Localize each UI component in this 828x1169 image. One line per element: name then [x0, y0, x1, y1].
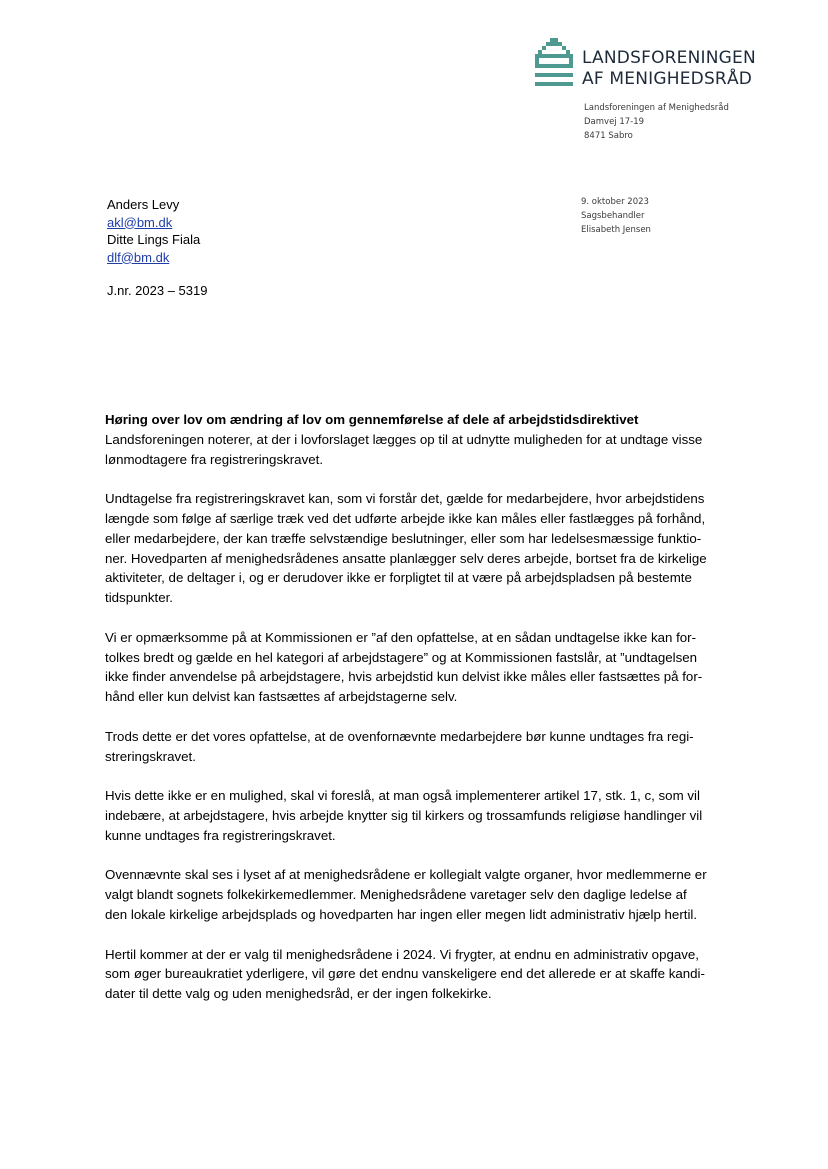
paragraph-line: kunne undtages fra registreringskravet. [105, 827, 336, 843]
paragraph-line: eller medarbejdere, der kan træffe selvstændige beslutninger, eller som har ledelsesmæssige funktio- [105, 530, 702, 546]
paragraph-line: streringskravet. [105, 748, 196, 764]
paragraph-line: ikke finder anvendelse på arbejdstagere, hvis arbejdstid kun delvist ikke måles eller fastsættes på for- [105, 669, 703, 685]
case-handler-label: Sagsbehandler [581, 211, 645, 221]
paragraph-line: som øger bureaukratiet yderligere, vil gøre det endnu vanskeligere end det allerede er at skaffe kandi- [105, 966, 705, 982]
paragraph-line: Vi er opmærksomme på at Kommissionen er ”af den opfattelse, at en sådan undtagelse ikke kan for- [105, 629, 697, 645]
paragraph-line: ner. Hovedparten af menighedsrådenes ansatte planlægger selv deres arbejde, bortset fra de kirkelige [105, 550, 707, 566]
church-stairs-logo-icon [535, 38, 573, 90]
paragraph-line: dater til dette valg og uden menighedsråd, er der ingen folkekirke. [105, 986, 492, 1002]
paragraph-line: længde som følge af særlige træk ved det udførte arbejde ikke kan måles eller fastlægges på forhånd, [105, 510, 706, 526]
paragraph-line: Trods dette er det vores opfattelse, at de ovenfornævnte medarbejdere bør kunne undtages fra regi- [105, 728, 694, 744]
recipient-name: Ditte Lings Fiala [107, 232, 201, 247]
letter-body [105, 410, 717, 1024]
recipient-email-link[interactable]: dlf@bm.dk [107, 249, 170, 265]
paragraph-line: lønmodtagere fra registreringskravet. [105, 451, 324, 467]
paragraph-line: Landsforeningen noterer, at der i lovforslaget lægges op til at udnytte muligheden for at undtage visse [105, 431, 703, 447]
paragraph-line: Hvis dette ikke er en mulighed, skal vi foreslå, at man også implementerer artikel 17, stk. 1, c, som vil [105, 788, 700, 804]
organization-name-line1: LANDSFORENINGEN [582, 48, 756, 68]
body-paragraph [105, 489, 717, 608]
paragraph-line: valgt blandt sognets folkekirkemedlemmer. Menighedsrådene varetager selv den daglige ledelse af [105, 887, 687, 903]
body-paragraph [105, 628, 717, 707]
body-paragraph [105, 430, 717, 470]
sender-address-line: Damvej 17-19 [584, 117, 645, 127]
organization-name-line2: AF MENIGHEDSRÅD [582, 69, 753, 89]
sender-address [584, 101, 729, 143]
paragraph-line: Hertil kommer at der er valg til menighedsrådene i 2024. Vi frygter, at endnu en administrativ opgave, [105, 946, 699, 962]
case-handler-name: Elisabeth Jensen [581, 225, 651, 235]
letter-date: 9. oktober 2023 [581, 197, 649, 207]
body-paragraph [105, 945, 717, 1004]
recipients-block [107, 196, 200, 266]
paragraph-line: aktiviteter, de deltager i, og er derudover ikke er forpligtet til at være på arbejdspladsen på bestemte [105, 570, 692, 586]
paragraph-line: Ovennævnte skal ses i lyset af at menighedsrådene er kollegialt valgte organer, hvor medlemmerne er [105, 867, 707, 883]
letter-meta [581, 195, 651, 237]
organization-name [582, 48, 756, 90]
journal-number: J.nr. 2023 – 5319 [107, 283, 208, 298]
organization-logo [535, 38, 785, 90]
paragraph-line: hånd eller kun delvist kan fastsættes af arbejdstagerne selv. [105, 689, 458, 705]
paragraph-line: den lokale kirkelige arbejdsplads og hovedparten har ingen eller megen lidt administrativ hjælp hertil. [105, 906, 698, 922]
paragraph-line: Undtagelse fra registreringskravet kan, som vi forstår det, gælde for medarbejdere, hvor arbejdstidens [105, 491, 705, 507]
sender-address-line: 8471 Sabro [584, 131, 633, 141]
paragraph-line: tolkes bredt og gælde en hel kategori af arbejdstagere” og at Kommissionen fastslår, at ”undtagelsen [105, 649, 698, 665]
body-paragraph [105, 786, 717, 845]
body-paragraph [105, 865, 717, 924]
sender-address-line: Landsforeningen af Menighedsråd [584, 103, 729, 113]
paragraph-line: tidspunkter. [105, 590, 174, 606]
recipient-name: Anders Levy [107, 197, 180, 212]
letter-subject: Høring over lov om ændring af lov om gennemførelse af dele af arbejdstidsdirektivet [105, 412, 639, 427]
body-paragraph [105, 727, 717, 767]
paragraph-line: indebære, at arbejdstagere, hvis arbejde knytter sig til kirkers og trossamfunds religiøse handlinger vil [105, 807, 703, 823]
recipient-email-link[interactable]: akl@bm.dk [107, 214, 173, 230]
